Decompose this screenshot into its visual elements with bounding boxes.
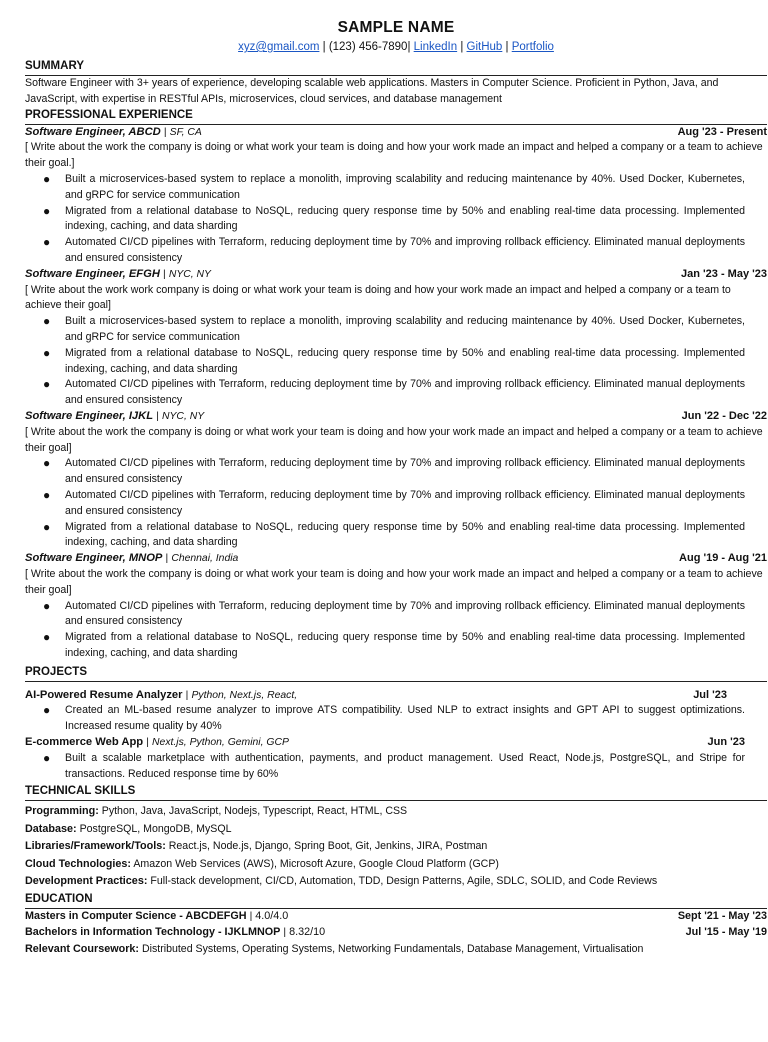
project-date: Jul '23 [693,688,727,701]
skill-label: Database: [25,822,77,835]
degree-name: Bachelors in Information Technology - IJKLMNOP [25,925,281,938]
job-separator: | [165,553,169,565]
skill-row [25,873,767,891]
bullet-item [25,172,767,204]
job-separator: | [156,410,159,422]
bullet-item [25,314,767,346]
coursework-row [25,941,767,959]
bullet-text: Automated CI/CD pipelines with Terraform, reducing deployment time by 70% and improving rollback efficiency. Eliminated manual deployments and ensured consistency [65,378,745,407]
job-bullets [25,599,767,662]
project-date: Jun '23 [707,736,745,749]
project-bullets [25,751,767,783]
bullet-item [25,204,767,236]
summary-heading: SUMMARY [25,59,767,76]
job-title-line [25,267,211,283]
coursework-label: Relevant Coursework: [25,942,139,955]
job-title-line [25,125,202,141]
bullet-dot-icon: ● [43,487,51,502]
bullet-dot-icon: ● [43,750,51,765]
project-title-line [25,735,289,751]
job-description: [ Write about the work the company is doing or what work your team is doing and how your work made an impact and helped a company or a team to achieve their goal] [25,567,763,596]
education-row [25,909,767,925]
project-separator: | [146,737,149,749]
degree-name: Masters in Computer Science - ABCDEFGH [25,909,247,922]
portfolio-link[interactable]: Portfolio [511,41,554,53]
bullet-text: Built a microservices-based system to replace a monolith, improving scalability and reducing maintenance by 40%. Used Docker, Kubernetes, and gRPC for service communication [65,315,745,343]
job-title-line [25,409,204,425]
job-dates: Aug '19 - Aug '21 [679,552,767,565]
resume-page [0,18,768,958]
skills-heading: TECHNICAL SKILLS [25,784,767,801]
bullet-text: Automated CI/CD pipelines with Terraform, reducing deployment time by 70% and improving rollback efficiency. Eliminated manual deployments and ensured consistency [65,488,745,517]
contact-separator: | [505,41,512,53]
bullet-text: Migrated from a relational database to NoSQL, reducing query response time by 50% and enabling real-time data processing. Implemented indexing, caching, and data sharding [65,631,745,659]
contact-line [25,39,767,55]
bullet-text: Migrated from a relational database to NoSQL, reducing query response time by 50% and enabling real-time data processing. Implemented indexing, caching, and data sharding [65,346,745,375]
job-description: [ Write about the work the company is doing or what work your team is doing and how your work made an impact and helped a company or a team to achieve their goal.] [25,141,763,170]
bullet-dot-icon: ● [43,203,51,218]
project-separator: | [185,689,189,701]
job-title: Software Engineer, MNOP [25,552,163,565]
bullet-text: Built a microservices-based system to replace a monolith, improving scalability and reducing maintenance by 40%. Used Docker, Kubernetes, and gRPC for service communication [65,172,745,201]
phone-number: (123) 456-7890 [328,41,408,53]
bullet-dot-icon: ● [43,171,51,186]
bullet-item [25,751,767,783]
bullet-item [25,377,767,409]
skill-row [25,803,767,821]
skill-row [25,838,767,856]
bullet-text: Migrated from a relational database to NoSQL, reducing query response time by 50% and enabling real-time data processing. Implemented indexing, caching, and data sharding [65,520,745,549]
experience-heading: PROFESSIONAL EXPERIENCE [25,108,767,125]
job-location: SF, CA [169,126,202,138]
degree-dates: Jul '15 - May '19 [685,925,767,938]
skills-list [25,803,767,891]
degree-dates: Sept '21 - May '23 [677,909,767,922]
job-bullets [25,314,767,409]
job-header [25,125,767,141]
education-heading: EDUCATION [25,892,767,909]
job-title: Software Engineer, IJKL [25,409,154,422]
bullet-dot-icon: ● [43,630,51,645]
bullet-text: Automated CI/CD pipelines with Terraform, reducing deployment time by 70% and improving rollback efficiency. Eliminated manual deployments and ensured consistency [65,236,745,264]
skill-label: Libraries/Framework/Tools: [25,840,166,853]
degree-gpa: 8.32/10 [289,925,326,938]
education-row [25,925,767,941]
skill-label: Programming: [25,805,99,818]
skill-row [25,821,767,839]
bullet-text: Migrated from a relational database to NoSQL, reducing query response time by 50% and enabling real-time data processing. Implemented indexing, caching, and data sharding [65,204,745,233]
bullet-item [25,235,767,267]
email-link[interactable]: xyz@gmail.com [238,41,320,53]
bullet-text: Automated CI/CD pipelines with Terraform, reducing deployment time by 70% and improving rollback efficiency. Eliminated manual deployments and ensured consistency [65,599,745,628]
skill-label: Cloud Technologies: [25,857,131,870]
project-bullets [25,703,767,735]
contact-separator: | [322,41,329,53]
project-tech: Next.js, Python, Gemini, GCP [152,737,289,749]
job-title: Software Engineer, EFGH [25,267,160,280]
job-description: [ Write about the work work company is doing or what work your team is doing and how your work made an impact and helped a company or a team to achieve their goal] [25,283,731,312]
degree-line [25,925,325,941]
experience-list [25,125,767,662]
bullet-item [25,630,767,662]
coursework-value: Distributed Systems, Operating Systems, Networking Fundamentals, Database Management, Virtualisation [141,942,644,955]
bullet-item [25,488,767,520]
skill-value: PostgreSQL, MongoDB, MySQL [79,822,232,835]
project-header [25,735,767,751]
job-bullets [25,456,767,551]
job-location: Chennai, India [171,553,239,565]
job-header [25,267,767,283]
bullet-dot-icon: ● [43,235,51,250]
job-title-line [25,551,238,567]
github-link[interactable]: GitHub [466,41,503,53]
project-title-line [25,688,297,704]
skill-value: React.js, Node.js, Django, Spring Boot, Git, Jenkins, JIRA, Postman [168,840,488,853]
contact-separator: | [407,41,414,53]
skill-value: Full-stack development, CI/CD, Automation, TDD, Design Patterns, Agile, SDLC, SOLID, and Code Reviews [150,875,658,888]
bullet-item [25,599,767,631]
job-separator: | [163,126,167,138]
degree-separator: | [249,910,253,922]
project-tech: Python, Next.js, React, [191,689,298,701]
bullet-dot-icon: ● [43,314,51,329]
projects-list [25,688,767,783]
job-separator: | [163,268,166,280]
degree-line [25,909,288,925]
job-title: Software Engineer, ABCD [25,125,161,138]
summary-text: Software Engineer with 3+ years of experience, developing scalable web applications. Masters in Computer Science. Proficient in Python, Java, and JavaScript, with expertise in RESTful APIs, microservices, cloud services, and database management [25,77,719,105]
bullet-item [25,346,767,378]
bullet-text: Built a scalable marketplace with authentication, payments, and product management. Used React, Node.js, PostgreSQL, and Stripe for transactions. Reduced response time by 60% [65,751,745,780]
project-title: E-commerce Web App [25,736,144,749]
bullet-dot-icon: ● [43,519,51,534]
skill-value: Amazon Web Services (AWS), Microsoft Azure, Google Cloud Platform (GCP) [133,857,499,870]
job-dates: Jun '22 - Dec '22 [681,409,767,422]
education-list [25,909,767,941]
bullet-dot-icon: ● [43,703,51,718]
bullet-text: Automated CI/CD pipelines with Terraform, reducing deployment time by 70% and improving rollback efficiency. Eliminated manual deployments and ensured consistency [65,457,745,486]
job-dates: Aug '23 - Present [677,125,767,138]
bullet-item [25,703,767,735]
linkedin-link[interactable]: LinkedIn [413,41,458,53]
skill-label: Development Practices: [25,875,148,888]
skill-value: Python, Java, JavaScript, Nodejs, Typescript, React, HTML, CSS [101,805,408,818]
project-header [25,688,767,704]
job-bullets [25,172,767,267]
projects-heading: PROJECTS [25,665,767,682]
bullet-dot-icon: ● [43,377,51,392]
job-description: [ Write about the work the company is doing or what work your team is doing and how your work made an impact and helped a company or a team to achieve their goal] [25,425,763,454]
bullet-dot-icon: ● [43,345,51,360]
bullet-item [25,456,767,488]
job-header [25,409,767,425]
project-title: AI-Powered Resume Analyzer [25,688,183,701]
contact-separator: | [460,41,467,53]
job-dates: Jan '23 - May '23 [681,267,767,280]
job-location: NYC, NY [168,268,211,280]
candidate-name: SAMPLE NAME [337,19,455,36]
skill-row [25,856,767,874]
degree-separator: | [283,926,287,938]
bullet-text: Created an ML-based resume analyzer to improve ATS compatibility. Used NLP to extract insights and GPT API to suggest optimizations. Increased resume quality by 40% [65,704,745,733]
bullet-dot-icon: ● [43,456,51,471]
job-location: NYC, NY [162,410,205,422]
job-header [25,551,767,567]
bullet-dot-icon: ● [43,598,51,613]
bullet-item [25,520,767,552]
degree-gpa: 4.0/4.0 [255,909,289,922]
